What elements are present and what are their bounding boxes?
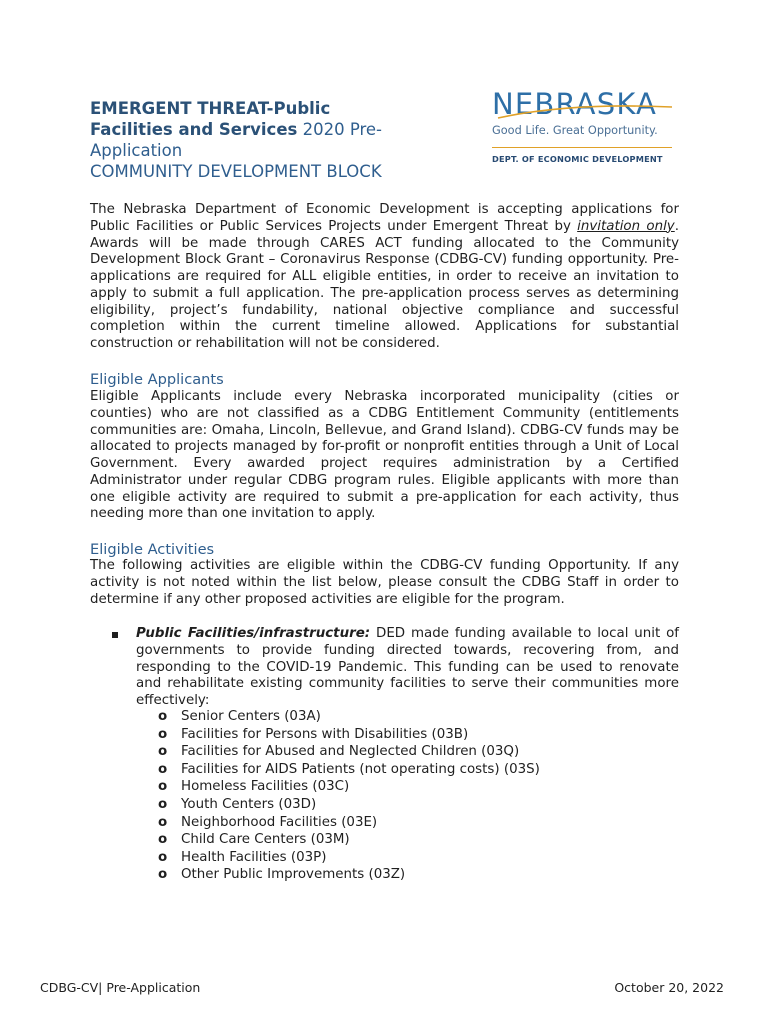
list-item-label: Neighborhood Facilities (03E) xyxy=(181,814,378,830)
title-line-2-bold: Facilities and Services xyxy=(90,120,298,139)
intro-text-before: The Nebraska Department of Economic Development is accepting applications for Public Facilities or Public Services Projects under Emergent Threat by xyxy=(90,202,679,234)
public-facilities-bullet xyxy=(112,626,679,710)
list-item xyxy=(158,761,540,779)
circle-bullet-icon: o xyxy=(158,867,168,883)
bullet-square-icon xyxy=(112,632,118,638)
list-item-label: Senior Centers (03A) xyxy=(181,709,321,724)
logo-word-text: NEBRASKA xyxy=(492,87,658,121)
logo-divider xyxy=(492,147,672,148)
bullet-lead: Public Facilities/infrastructure: xyxy=(136,626,371,641)
circle-bullet-icon: o xyxy=(158,832,168,848)
list-item xyxy=(158,814,540,832)
list-item xyxy=(158,726,540,744)
list-item xyxy=(158,708,540,726)
list-item-label: Facilities for Abused and Neglected Children (03Q) xyxy=(181,744,520,760)
logo-tagline: Good Life. Great Opportunity. xyxy=(492,124,658,137)
invitation-only-emphasis: invitation only xyxy=(577,218,675,234)
circle-bullet-icon: o xyxy=(158,814,168,830)
list-item xyxy=(158,778,540,796)
circle-bullet-icon: o xyxy=(158,779,168,795)
eligible-applicants-heading: Eligible Applicants xyxy=(90,371,224,388)
list-item-label: Facilities for Persons with Disabilities (03B) xyxy=(181,726,469,742)
intro-text-after: . Awards will be made through CARES ACT funding allocated to the Community Development Block Grant – Coronavirus Response (CDBG-CV) funding opportunity. Pre-applications are required for ALL eligible entities, in order to receive an invitation to apply to submit a full application. The pre-application process serves as determining eligibility, project’s fundability, national objective compliance and successful completion within the current timeline allowed. Applications for substantial construction or rehabilitation will not be considered. xyxy=(90,218,679,351)
circle-bullet-icon: o xyxy=(158,726,168,742)
title-line-4: COMMUNITY DEVELOPMENT BLOCK xyxy=(90,162,382,181)
title-line-3: Application xyxy=(90,141,183,160)
circle-bullet-icon: o xyxy=(158,849,168,865)
circle-bullet-icon: o xyxy=(158,796,168,812)
list-item-label: Health Facilities (03P) xyxy=(181,849,327,865)
circle-bullet-icon: o xyxy=(158,744,168,760)
eligible-applicants-paragraph: Eligible Applicants include every Nebraska incorporated municipality (cities or counties) who are not classified as a CDBG Entitlement Community (entitlements communities are: Omaha, Lincoln, Bellevue, and Grand Island). CDBG-CV funds may be allocated to projects managed by for-profit or nonprofit entities through a Unit of Local Government. Every awarded project requires administration by a Certified Administrator under regular CDBG program rules. Eligible applicants with more than one eligible activity are required to submit a pre-application for each activity, thus needing more than one invitation to apply. xyxy=(90,389,679,522)
list-item xyxy=(158,831,540,849)
list-item-label: Youth Centers (03D) xyxy=(181,796,317,812)
eligible-activities-paragraph: The following activities are eligible within the CDBG-CV funding Opportunity. If any activity is not noted within the list below, please consult the CDBG Staff in order to determine if any other proposed activities are eligible for the program. xyxy=(90,558,679,607)
nebraska-ded-logo xyxy=(492,88,674,164)
title-line-2 xyxy=(90,119,450,140)
list-item xyxy=(158,866,540,884)
list-item-label: Other Public Improvements (03Z) xyxy=(181,867,406,883)
footer-date: October 20, 2022 xyxy=(614,980,724,995)
list-item-label: Child Care Centers (03M) xyxy=(181,832,350,848)
list-item xyxy=(158,743,540,761)
list-item xyxy=(158,796,540,814)
document-title xyxy=(90,98,450,182)
eligible-facilities-list xyxy=(158,708,540,884)
logo-wordmark xyxy=(492,88,674,120)
footer-doc-label: CDBG-CV| Pre-Application xyxy=(40,980,201,995)
intro-paragraph xyxy=(90,202,679,353)
bullet-body: DED made funding available to local unit of governments to provide funding directed towards, recovering from, and responding to the COVID-19 Pandemic. This funding can be used to renovate and rehabilitate existing community facilities to serve their communities more effectively: xyxy=(136,626,679,708)
list-item-label: Homeless Facilities (03C) xyxy=(181,779,350,795)
list-item-label: Facilities for AIDS Patients (not operating costs) (03S) xyxy=(181,761,540,777)
logo-dept-name: DEPT. OF ECONOMIC DEVELOPMENT xyxy=(492,154,663,164)
title-line-1: EMERGENT THREAT-Public xyxy=(90,99,331,118)
title-line-2-rest: 2020 Pre- xyxy=(297,120,383,139)
eligible-activities-heading: Eligible Activities xyxy=(90,541,215,558)
circle-bullet-icon: o xyxy=(158,709,168,724)
bullet-paragraph xyxy=(136,626,679,710)
logo-swoosh-icon xyxy=(494,98,676,122)
circle-bullet-icon: o xyxy=(158,761,168,777)
list-item xyxy=(158,849,540,867)
